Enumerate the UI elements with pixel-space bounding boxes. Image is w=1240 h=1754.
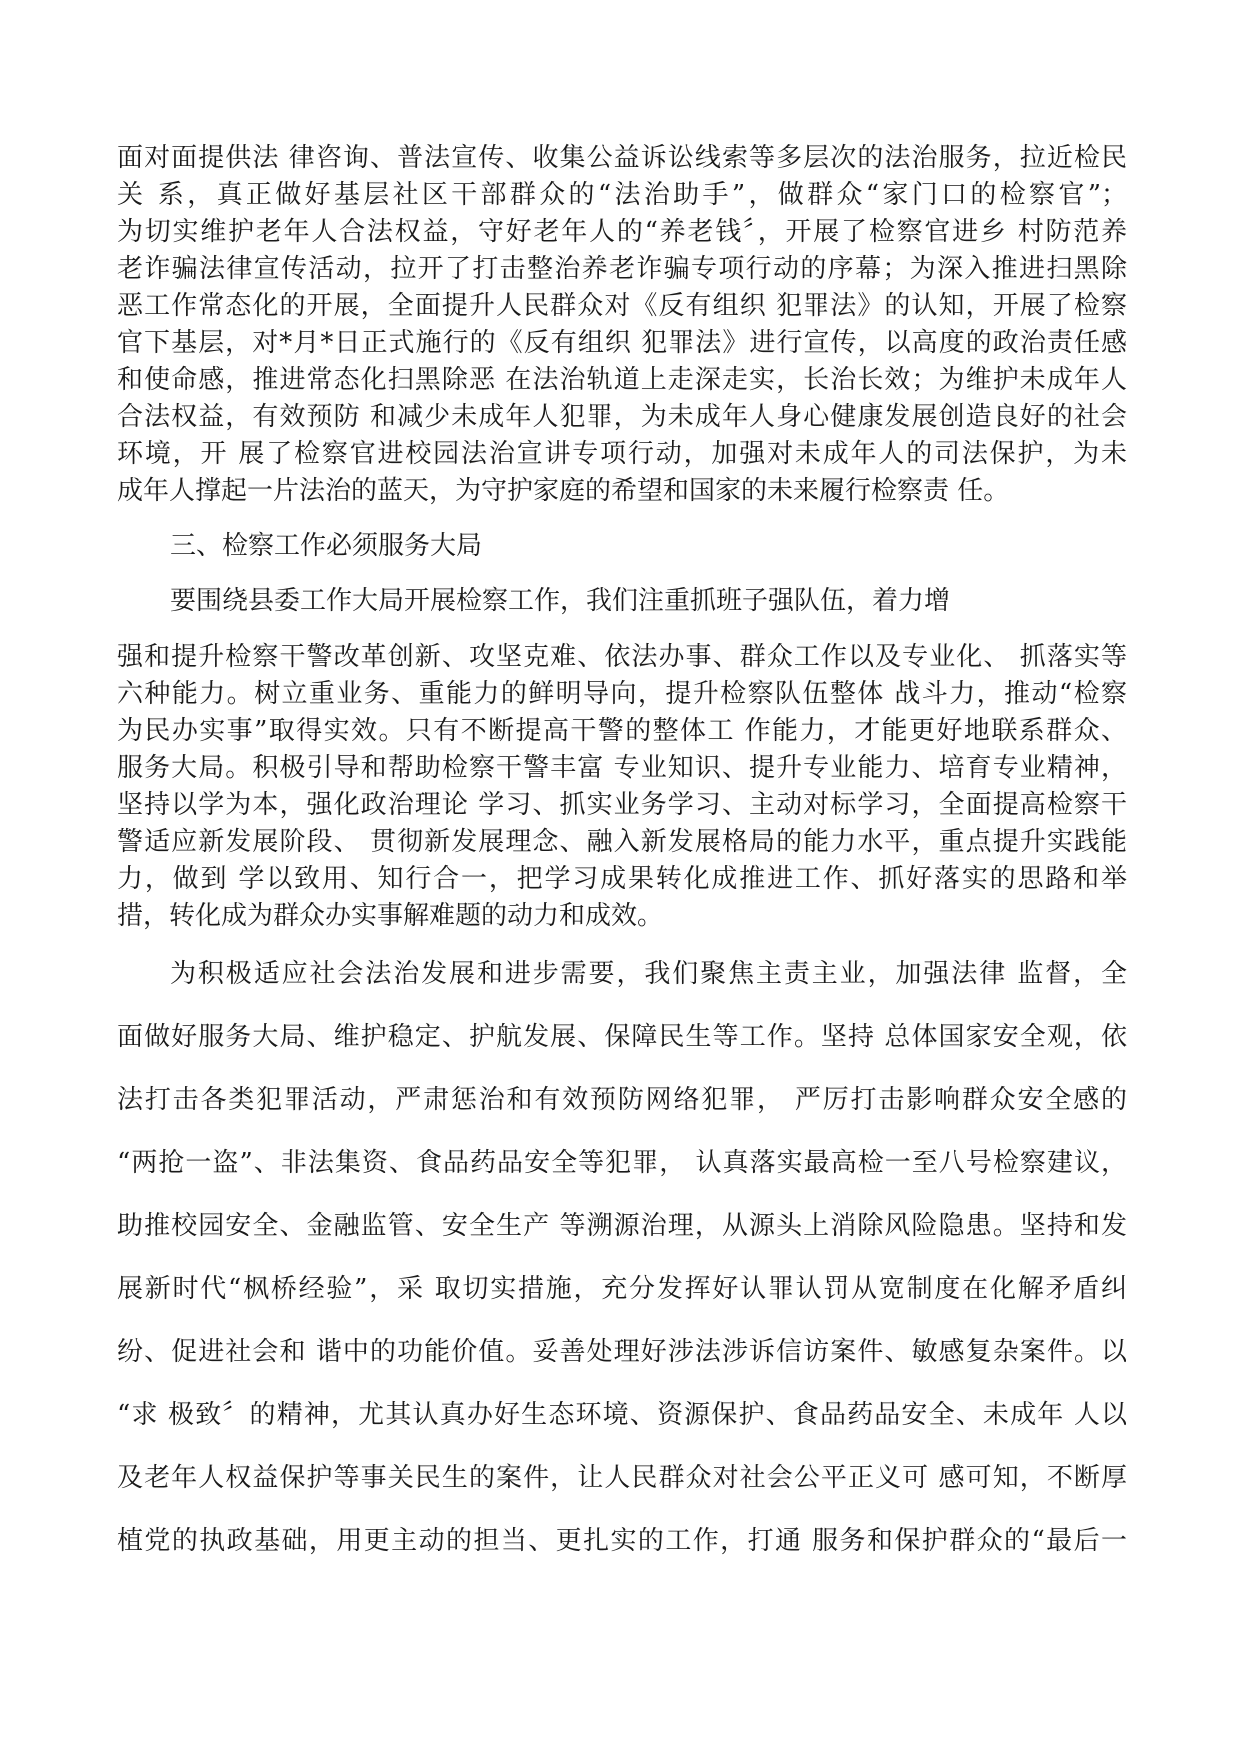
text-line: 植党的执政基础，用更主动的担当、更扎实的工作，打通 服务和保护群众的“最后一	[117, 1526, 1127, 1556]
text-line: 措，转化成为群众办实事解难题的动力和成效。	[117, 901, 664, 931]
text-line: 六种能力。树立重业务、重能力的鲜明导向，提升检察队伍整体 战斗力，推动“检察	[117, 679, 1127, 709]
text-line: 合法权益，有效预防 和减少未成年人犯罪，为未成年人身心健康发展创造良好的社会	[117, 402, 1127, 432]
text-line: 警适应新发展阶段、 贯彻新发展理念、融入新发展格局的能力水平，重点提升实践能	[117, 827, 1127, 857]
text-line: 及老年人权益保护等事关民生的案件，让人民群众对社会公平正义可 感可知，不断厚	[117, 1463, 1127, 1493]
text-line: 面做好服务大局、维护稳定、护航发展、保障民生等工作。坚持 总体国家安全观，依	[117, 1022, 1127, 1052]
paragraph-2-first-line: 要围绕县委工作大局开展检察工作，我们注重抓班子强队伍，着力增	[170, 586, 951, 616]
text-line: 为积极适应社会法治发展和进步需要，我们聚焦主责主业，加强法律 监督，全	[170, 959, 1127, 989]
text-line: 环境，开 展了检察官进校园法治宣讲专项行动，加强对未成年人的司法保护，为未	[117, 439, 1127, 469]
text-line: 官下基层，对*月*日正式施行的《反有组织 犯罪法》进行宣传，以高度的政治责任感	[117, 328, 1127, 358]
text-line: 展新时代“枫桥经验”，采 取切实措施，充分发挥好认罪认罚从宽制度在化解矛盾纠	[117, 1274, 1127, 1304]
text-line: 关 系，真正做好基层社区干部群众的“法治助手”，做群众“家门口的检察官”；	[117, 180, 1127, 210]
text-line: 面对面提供法 律咨询、普法宣传、收集公益诉讼线索等多层次的法治服务，拉近检民	[117, 143, 1127, 173]
text-line: 成年人撑起一片法治的蓝天，为守护家庭的希望和国家的未来履行检察责 任。	[117, 476, 1010, 506]
text-line: “两抢一盗”、非法集资、食品药品安全等犯罪， 认真落实最高检一至八号检察建议，	[117, 1148, 1127, 1178]
text-line: 助推校园安全、金融监管、安全生产 等溯源治理，从源头上消除风险隐患。坚持和发	[117, 1211, 1127, 1241]
text-line: 服务大局。积极引导和帮助检察干警丰富 专业知识、提升专业能力、培育专业精神，	[117, 753, 1127, 783]
text-line: 恶工作常态化的开展，全面提升人民群众对《反有组织 犯罪法》的认知，开展了检察	[117, 291, 1127, 321]
text-line: 强和提升检察干警改革创新、攻坚克难、依法办事、群众工作以及专业化、 抓落实等	[117, 642, 1127, 672]
text-line: 老诈骗法律宣传活动，拉开了打击整治养老诈骗专项行动的序幕；为深入推进扫黑除	[117, 254, 1127, 284]
text-line: 坚持以学为本，强化政治理论 学习、抓实业务学习、主动对标学习，全面提高检察干	[117, 790, 1127, 820]
text-line: 法打击各类犯罪活动，严肃惩治和有效预防网络犯罪， 严厉打击影响群众安全感的	[117, 1085, 1127, 1115]
text-line: “求 极致〞的精神，尤其认真办好生态环境、资源保护、食品药品安全、未成年 人以	[117, 1400, 1127, 1430]
section-heading: 三、检察工作必须服务大局	[170, 531, 483, 561]
text-line: 纷、促进社会和 谐中的功能价值。妥善处理好涉法涉诉信访案件、敏感复杂案件。以	[117, 1337, 1127, 1367]
text-line: 为切实维护老年人合法权益，守好老年人的“养老钱〞，开展了检察官进乡 村防范养	[117, 217, 1127, 247]
text-line: 力，做到 学以致用、知行合一，把学习成果转化成推进工作、抓好落实的思路和举	[117, 864, 1127, 894]
text-line: 为民办实事”取得实效。只有不断提高干警的整体工 作能力，才能更好地联系群众、	[117, 716, 1127, 746]
text-line: 和使命感，推进常态化扫黑除恶 在法治轨道上走深走实，长治长效；为维护未成年人	[117, 365, 1127, 395]
